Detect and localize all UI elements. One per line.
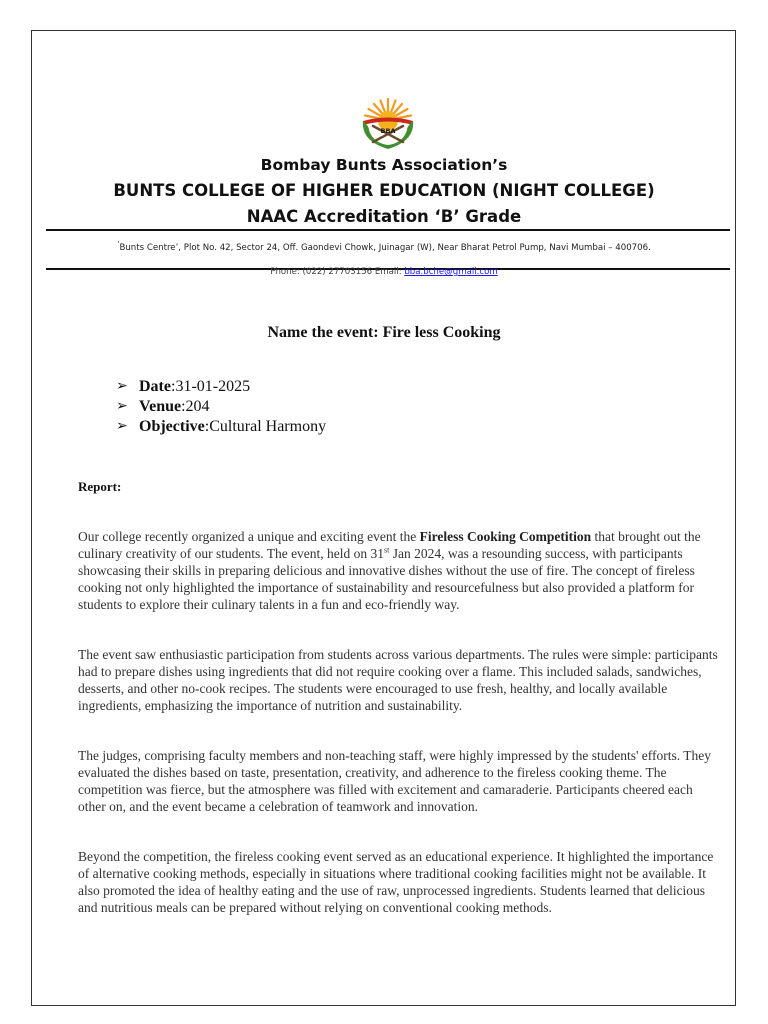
email-link[interactable]: bba.bche@gmail.com: [404, 267, 498, 277]
p1-text-d: Jan 2024, was a resounding success, with participants showcasing their skills in preparing delicious and innovative dishes without the use of fire. The concept of fireless cooking not only highlighted the importance of sustainability and resourcefulness but also provided a platform for students to explore their culinary talents in a fun and eco-friendly way.: [78, 545, 695, 612]
arrow-bullet-icon: ➢: [116, 419, 128, 434]
event-details-list: [116, 377, 326, 437]
college-name: BUNTS COLLEGE OF HIGHER EDUCATION (NIGHT COLLEGE): [113, 181, 655, 200]
address-text: Bunts Centre’, Plot No. 42, Sector 24, Off. Gaondevi Chowk, Juinagar (W), Near Bharat Petrol Pump, Navi Mumbai – 400706.: [119, 242, 651, 253]
association-name: Bombay Bunts Association’s: [260, 156, 508, 174]
event-title: Name the event: Fire less Cooking: [267, 324, 501, 341]
contact-phone: Phone: (022) 27703156 Email:: [270, 267, 405, 277]
detail-venue: [116, 397, 326, 417]
p1-text-a: Our college recently organized a unique and exciting event the: [78, 529, 420, 544]
bba-emblem-icon: [357, 96, 419, 152]
header-rule-top: [46, 229, 730, 231]
detail-value: 204: [185, 398, 210, 415]
logo-text: BBA: [380, 127, 396, 135]
p1-event-name: Fireless Cooking Competition: [419, 529, 592, 544]
p1-text-c: that brought out the culinary creativity of our students. The event, held on 31: [78, 529, 701, 561]
report-paragraph-2: The event saw enthusiastic participation from students across various departments. The rules were simple: participants had to prepare dishes using ingredients that did not require cooking over a flame. This included salads, sandwiches, desserts, and other no-cook recipes. The students were encouraged to use fresh, healthy, and locally available ingredients, emphasizing the importance of nutrition and sustainability.: [78, 647, 718, 713]
report-paragraph-1: [78, 529, 718, 614]
detail-separator: :: [204, 418, 210, 435]
contact-line: [90, 267, 678, 278]
arrow-bullet-icon: ➢: [116, 379, 128, 394]
college-address: [90, 238, 678, 254]
arrow-bullet-icon: ➢: [116, 399, 128, 414]
report-heading: Report:: [78, 479, 122, 494]
detail-value: Cultural Harmony: [209, 418, 327, 435]
detail-date: [116, 377, 326, 397]
detail-objective: [116, 417, 326, 437]
p1-date-suffix: st: [384, 545, 390, 555]
report-paragraph-3: The judges, comprising faculty members and non-teaching staff, were highly impressed by the students' efforts. They evaluated the dishes based on taste, presentation, creativity, and adherence to the fireless cooking theme. The competition was fierce, but the atmosphere was filled with excitement and camaraderie. Participants cheered each other on, and the event became a celebration of teamwork and innovation.: [78, 748, 712, 814]
detail-separator: :: [181, 398, 186, 415]
report-paragraph-4: Beyond the competition, the fireless cooking event served as an educational experience. It highlighted the importance of alternative cooking methods, especially in situations where traditional cooking facilities might not be available. It also promoted the idea of healthy eating and the use of raw, unprocessed ingredients. Students learned that delicious and nutritious meals can be prepared without relying on conventional cooking methods.: [78, 849, 714, 915]
detail-label: Venue: [139, 398, 182, 415]
detail-label: Objective: [139, 418, 205, 435]
detail-label: Date: [139, 378, 171, 395]
accreditation: NAAC Accreditation ‘B’ Grade: [246, 207, 522, 226]
detail-separator: :: [170, 378, 176, 395]
detail-value: 31-01-2025: [175, 378, 251, 395]
address-quote: ‘: [117, 239, 120, 248]
